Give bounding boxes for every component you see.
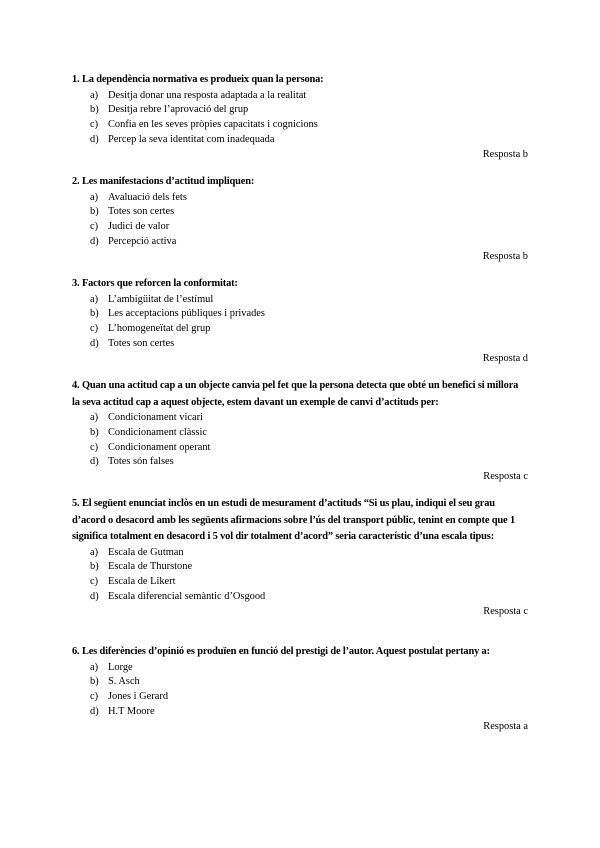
- option-letter: a): [90, 293, 99, 305]
- option-text: Condicionament clàssic: [108, 426, 207, 438]
- option-text: H.T Moore: [108, 705, 155, 717]
- option-b: [72, 307, 528, 322]
- option-list: [72, 191, 528, 250]
- option-letter: d): [90, 235, 99, 247]
- option-letter: c): [90, 221, 99, 233]
- option-letter: b): [90, 104, 99, 116]
- option-c: [72, 690, 528, 705]
- option-b: [72, 205, 528, 220]
- option-text: Escala de Likert: [108, 576, 176, 588]
- answer-label: Resposta c: [483, 471, 528, 483]
- option-text: Confia en les seves pròpies capacitats i cognicions: [108, 119, 318, 131]
- option-letter: a): [90, 89, 99, 101]
- option-text: Escala de Gutman: [108, 546, 184, 558]
- option-letter: b): [90, 676, 99, 688]
- question-1: [72, 72, 528, 162]
- option-letter: d): [90, 590, 99, 602]
- option-d: [72, 590, 528, 605]
- option-text: Desitja rebre l’aprovació del grup: [108, 104, 249, 116]
- option-letter: c): [90, 119, 99, 131]
- option-text: S. Asch: [108, 676, 140, 688]
- answer-label: Resposta d: [482, 352, 528, 364]
- question-stem: 2. Les manifestacions d’actitud impliquen:: [72, 176, 255, 187]
- option-text: Avaluació dels fets: [108, 191, 187, 203]
- answer-label: Resposta c: [483, 605, 528, 617]
- option-letter: d): [90, 337, 99, 349]
- option-text: Condicionament vicari: [108, 412, 203, 423]
- option-b: [72, 675, 528, 690]
- question-3: [72, 276, 528, 366]
- option-c: [72, 220, 528, 235]
- option-text: Totes son certes: [108, 206, 175, 218]
- option-letter: a): [90, 191, 99, 203]
- option-letter: b): [90, 561, 99, 573]
- question-4: [72, 378, 528, 484]
- option-list: [72, 89, 528, 148]
- option-a: [72, 191, 528, 206]
- option-a: [72, 293, 528, 308]
- option-text: Lorge: [108, 661, 133, 673]
- option-list: [72, 293, 528, 352]
- option-text: Escala de Thurstone: [108, 561, 193, 573]
- option-text: Percepció activa: [108, 235, 177, 247]
- answer-label: Resposta b: [482, 250, 528, 262]
- option-b: [72, 426, 528, 441]
- answer-label: Resposta b: [482, 148, 528, 160]
- option-text: Jones i Gerard: [108, 691, 169, 703]
- option-a: [72, 546, 528, 561]
- option-b: [72, 103, 528, 118]
- answer-label: Resposta a: [483, 720, 528, 732]
- option-d: [72, 337, 528, 352]
- question-stem: 1. La dependència normativa es produeix quan la persona:: [72, 74, 324, 85]
- option-text: L’homogeneïtat del grup: [108, 323, 211, 335]
- option-letter: c): [90, 441, 99, 453]
- option-letter: c): [90, 323, 99, 335]
- option-text: L’ambigüitat de l’estímul: [108, 293, 214, 305]
- option-text: Percep la seva identitat com inadequada: [108, 133, 275, 145]
- option-a: [72, 411, 528, 426]
- option-letter: d): [90, 456, 99, 468]
- option-list: [72, 411, 528, 470]
- option-letter: a): [90, 412, 99, 423]
- option-c: [72, 441, 528, 456]
- option-text: Judici de valor: [108, 221, 170, 233]
- option-c: [72, 575, 528, 590]
- option-c: [72, 322, 528, 337]
- option-letter: a): [90, 661, 99, 673]
- question-stem: 3. Factors que reforcen la conformitat:: [72, 278, 238, 289]
- option-a: [72, 661, 528, 676]
- option-d: [72, 455, 528, 470]
- question-stem: 6. Les diferències d’opinió es produïen en funció del prestigi de l’autor. Aquest postulat pertany a:: [72, 646, 490, 657]
- option-text: Totes son certes: [108, 337, 175, 349]
- option-letter: d): [90, 705, 99, 717]
- option-b: [72, 560, 528, 575]
- option-d: [72, 235, 528, 250]
- question-2: [72, 174, 528, 264]
- option-text: Condicionament operant: [108, 441, 211, 453]
- option-letter: b): [90, 206, 99, 218]
- option-text: Totes són falses: [108, 456, 174, 468]
- option-text: Escala diferencial semàntic d’Osgood: [108, 590, 266, 602]
- option-letter: c): [90, 576, 99, 588]
- option-d: [72, 133, 528, 148]
- option-d: [72, 705, 528, 720]
- option-letter: b): [90, 426, 99, 438]
- option-c: [72, 118, 528, 133]
- option-text: Desitja donar una resposta adaptada a la realitat: [108, 89, 307, 101]
- option-text: Les acceptacions públiques i privades: [108, 308, 265, 320]
- option-list: [72, 546, 528, 605]
- option-letter: b): [90, 308, 99, 320]
- option-letter: a): [90, 546, 99, 558]
- option-letter: c): [90, 691, 99, 703]
- option-list: [72, 661, 528, 720]
- question-stem: 4. Quan una actitud cap a un objecte canvia pel fet que la persona detecta que obté un benefici si millora la seva actitud cap a aquest objecte, estem davant un exemple de canvi d’actituds per:: [72, 380, 519, 408]
- option-letter: d): [90, 133, 99, 145]
- question-stem: 5. El següent enunciat inclòs en un estudi de mesurament d’actituds “Si us plau, indiqui el seu grau d’acord o desacord amb les següents afirmacions sobre l’ús del transport públic, tenint en compte que 1 significa totalment en desacord i 5 vol dir totalment d’acord” seria característic d’una escala tipus:: [72, 498, 515, 542]
- question-5: [72, 496, 528, 619]
- question-6: [72, 644, 528, 734]
- option-a: [72, 89, 528, 104]
